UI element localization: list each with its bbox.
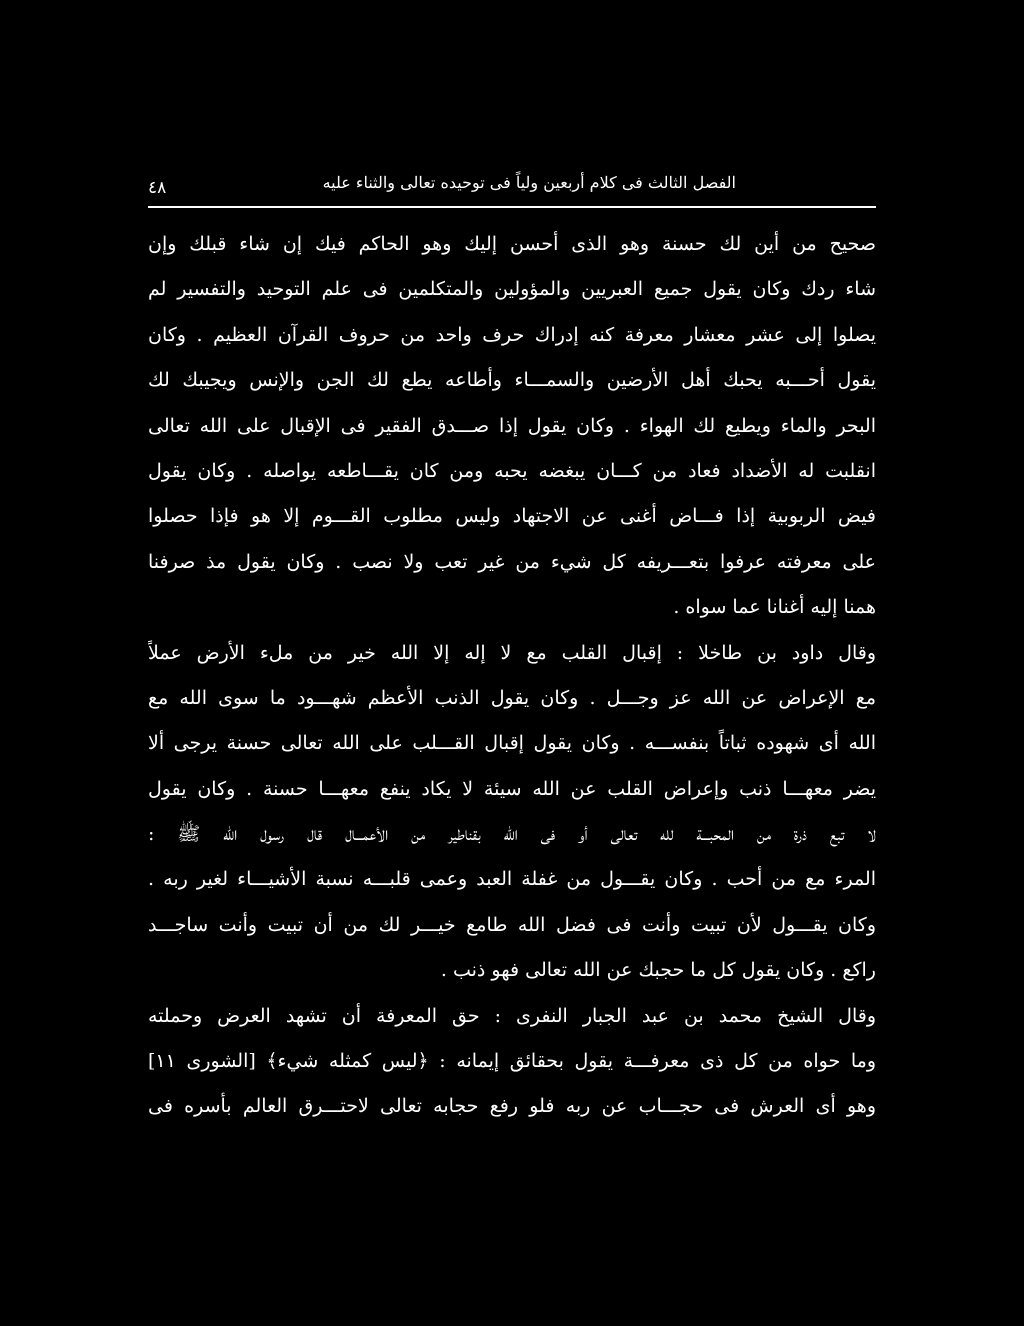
text-line: يقول أحـــبه يحبك أهل الأرضين والسمـــاء وأطاعه يطع لك الجن والإنس ويجيبك لك [148,369,876,392]
text-line: يضر معهـــا ذنب وإعراض القلب عن الله سيئة لا يكاد ينفع معهـــا حسنة . وكان يقول [148,777,876,800]
page-number: ٤٨ [148,178,167,198]
text-line: لا تبع ذرة من المحبـــة لله تعالى أو فى الله بقناطير من الأعمـــال قال رسول الله ﷺ : [148,823,876,846]
text-line: انقلبت له الأضداد فعاد من كـــان يبغضه يحبه ومن كان يقـــاطعه يواصله . وكان يقول [148,459,876,482]
text-line: فيض الربوبية إذا فـــاض أغنى عن الاجتهاد وليس مطلوب القـــوم إلا هو فإذا حصلوا [148,505,876,528]
text-line: وهو أى العرش فى حجـــاب عن ربه فلو رفع حجابه تعالى لاحتـــرق العالم بأسره فى [148,1095,876,1118]
running-header-title: الفصل الثالث فى كلام أربعين ولياً فى توحيده تعالى والثناء عليه [322,173,736,192]
text-line: همنا إليه أغنانا عما سواه . [673,596,876,619]
text-line: وما حواه من كل ذى معرفـــة يقول بحقائق إيمانه : ﴿ليس كمثله شيء﴾ [الشورى ١١] [148,1050,876,1073]
text-line: وقال داود بن طاخلا : إقبال القلب مع لا إله إلا الله خير من ملء الأرض عملاً [148,641,876,664]
text-line: راكع . وكان يقول كل ما حجبك عن الله تعالى فهو ذنب . [440,959,876,982]
text-line: صحيح من أين لك حسنة وهو الذى أحسن إليك وهو الحاكم فيك إن شاء قبلك وإن [148,233,876,255]
text-line: وقال الشيخ محمد بن عبد الجبار النفرى : حق المعرفة أن تشهد العرض وحملته [148,1004,876,1027]
text-line: يصلوا إلى عشر معشار معرفة كنه إدراك حرف واحد من حروف القرآن العظيم . وكان [148,323,876,346]
text-line: المرء مع من أحب . وكان يقـــول من غفلة العبد وعمى قلبـــه نسبة الأشيـــاء لغير ربه . [148,868,876,891]
text-line: مع الإعراض عن الله عز وجـــل . وكان يقول الذنب الأعظم شهـــود ما سوى الله مع [148,686,876,709]
text-line: الله أى شهوده ثباتاً بنفســـه . وكان يقول إقبال القـــلب على الله تعالى حسنة يرجى ألا [148,732,876,755]
text-line: شاء ردك وكان يقول جميع العبريين والمؤولين والمتكلمين فى علم التوحيد والتفسير لم [148,278,876,301]
body-text [148,222,876,1130]
text-line: وكان يقـــول لأن تبيت وأنت فى فضل الله طامع خيـــر لك من أن تبيت وأنت ساجـــد [148,913,876,936]
text-line: البحر والماء ويطيع لك الهواء . وكان يقول إذا صـــدق الفقير فى الإقبال على الله تعالى [148,414,876,437]
text-line: على معرفته عرفوا بتعـــريفه كل شيء من غير تعب ولا نصب . وكان يقول مذ صرفنا [148,550,876,573]
header-rule [148,206,876,208]
page-header [148,172,876,208]
